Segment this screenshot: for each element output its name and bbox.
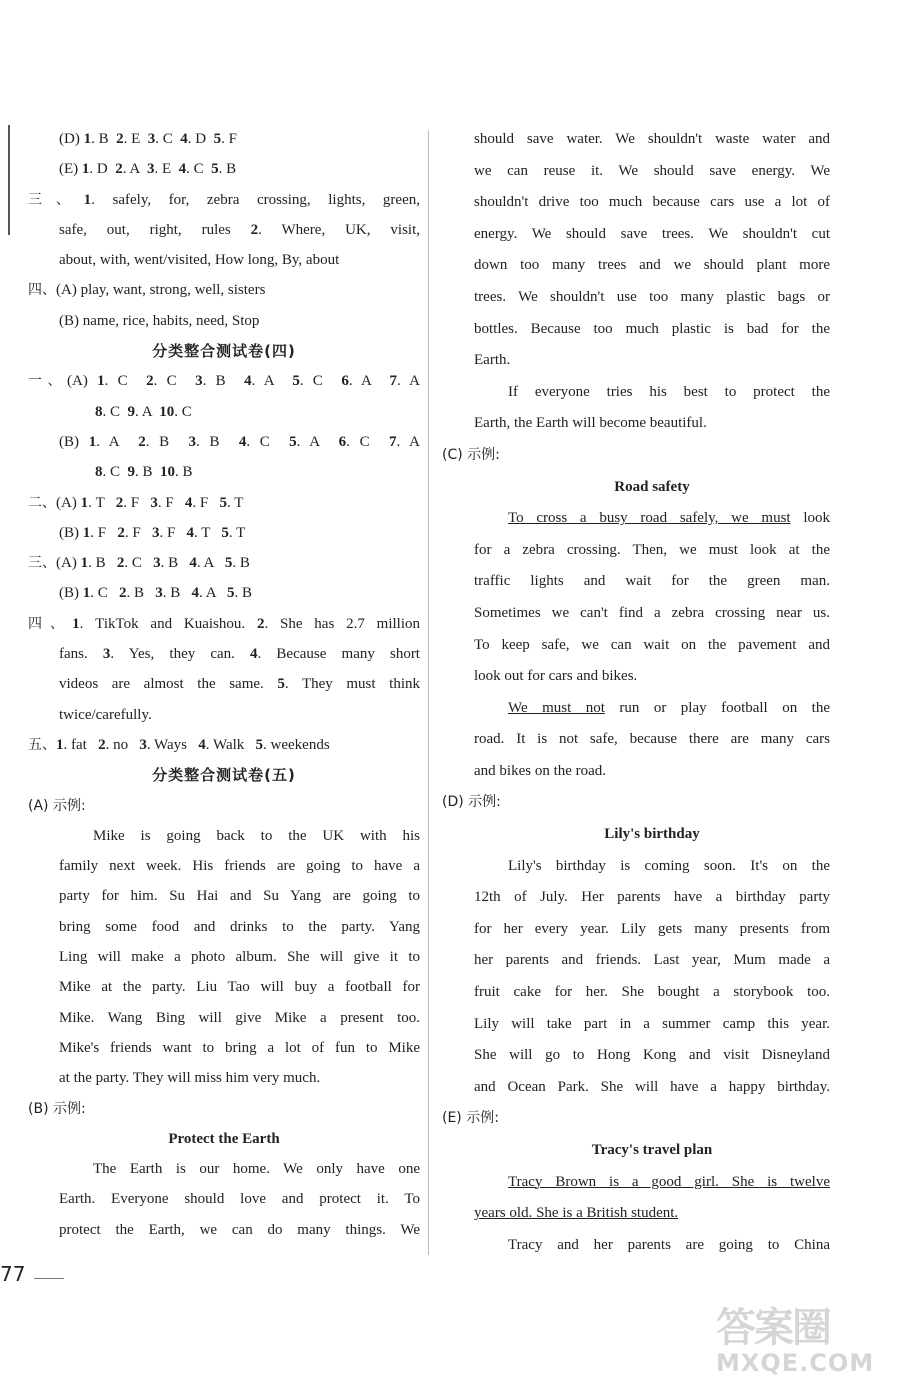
essay-line: road. It is not safe, because there are many cars bbox=[474, 731, 830, 748]
essay-line bbox=[474, 1198, 830, 1230]
answer-line: twice/carefully. bbox=[59, 706, 152, 723]
essay-line: and Ocean Park. She will have a happy birthday. bbox=[474, 1078, 830, 1095]
essay-line: Mike's friends want to bring a lot of fun to Mike bbox=[59, 1039, 420, 1056]
essay-line: down too many trees and we should plant more bbox=[474, 257, 830, 274]
answer-line-e: (E) 1. D 2. A 3. E 4. C 5. B bbox=[59, 161, 237, 178]
essay-line: Earth. bbox=[474, 352, 511, 369]
right-column bbox=[442, 124, 830, 1261]
left-column bbox=[28, 124, 420, 1245]
essay-title: Tracy's travel plan bbox=[591, 1142, 713, 1158]
answer-line-d: (D) 1. B 2. E 3. C 4. D 5. F bbox=[59, 131, 237, 147]
essay-line: To keep safe, we can wait on the pavement and bbox=[474, 636, 830, 653]
essay-line: Tracy and her parents are going to China bbox=[508, 1236, 830, 1253]
example-label-e: (E) 示例: bbox=[442, 1110, 499, 1127]
essay-line: bottles. Because too much plastic is bad for the bbox=[474, 320, 830, 337]
essay-line: we can reuse it. We should save energy. We bbox=[474, 162, 830, 179]
essay-line: She will go to Hong Kong and visit Disneyland bbox=[474, 1047, 830, 1064]
essay-line: Earth, the Earth will become beautiful. bbox=[474, 415, 707, 432]
essay-line: shouldn't drive too much because cars use a lot of bbox=[474, 194, 830, 211]
essay-line: The Earth is our home. We only have one bbox=[93, 1161, 420, 1178]
section-heading-5: 分类整合测试卷(五) bbox=[152, 766, 296, 785]
essay-line: protect the Earth, we can do many things. We bbox=[59, 1221, 420, 1238]
essay-line: at the party. They will miss him very much. bbox=[59, 1070, 321, 1087]
example-label-a: (A) 示例: bbox=[28, 797, 86, 814]
answer-line: videos are almost the same. 5. They must think bbox=[59, 676, 420, 693]
answer-line: safe, out, right, rules 2. Where, UK, visit, bbox=[59, 221, 420, 238]
essay-line: Mike. Wang Bing will give Mike a present too. bbox=[59, 1009, 420, 1026]
essay-line: should save water. We shouldn't waste water and bbox=[474, 131, 830, 147]
essay-line: traffic lights and wait for the green man. bbox=[474, 573, 830, 590]
answer-line: (B) name, rice, habits, need, Stop bbox=[59, 312, 260, 329]
underlined-phrase: years old. She is a British student. bbox=[474, 1205, 679, 1222]
answer-line: fans. 3. Yes, they can. 4. Because many short bbox=[59, 646, 420, 663]
underlined-phrase: We must not bbox=[508, 699, 605, 716]
page-number-rule bbox=[34, 1278, 64, 1279]
underlined-phrase: Tracy Brown is a good girl. She is twelve bbox=[508, 1173, 830, 1190]
essay-line: family next week. His friends are going to have a bbox=[59, 858, 420, 875]
essay-line: and bikes on the road. bbox=[474, 762, 607, 779]
watermark-logo: 答案圈 bbox=[716, 1305, 830, 1351]
answer-line-si: 四、(A) play, want, strong, well, sisters bbox=[28, 282, 266, 299]
essay-line: energy. We should save trees. We shouldn't cut bbox=[474, 225, 830, 242]
essay-line: trees. We shouldn't use too many plastic bags or bbox=[474, 288, 830, 305]
essay-line bbox=[474, 1167, 830, 1199]
essay-line: party for him. Su Hai and Su Yang are going to bbox=[59, 888, 420, 905]
example-label-d: (D) 示例: bbox=[442, 794, 501, 811]
essay-line: To cross a busy road safely, we must look bbox=[508, 510, 830, 527]
watermark bbox=[716, 1306, 892, 1384]
example-label-b: (B) 示例: bbox=[28, 1100, 86, 1117]
answer-row: (B) 1. F 2. F 3. F 4. T 5. T bbox=[59, 524, 246, 541]
answer-row: 三、(A) 1. B 2. C 3. B 4. A 5. B bbox=[28, 555, 250, 572]
page-number: 77 bbox=[0, 1262, 26, 1286]
essay-line: for a zebra crossing. Then, we must look at the bbox=[474, 541, 830, 558]
essay-line: Mike at the party. Liu Tao will buy a football for bbox=[59, 979, 420, 996]
answer-row: 8. C 9. B 10. B bbox=[95, 464, 193, 481]
answer-line-si-2: 四、1. TikTok and Kuaishou. 2. She has 2.7 million bbox=[28, 615, 421, 632]
answer-row: 一、(A) 1. C 2. C 3. B 4. A 5. C 6. A 7. A bbox=[28, 373, 421, 390]
answer-row: 二、(A) 1. T 2. F 3. F 4. F 5. T bbox=[28, 494, 244, 511]
essay-line: If everyone tries his best to protect the bbox=[508, 383, 830, 400]
answer-line-san: 三、1. safely, for, zebra crossing, lights, green, bbox=[28, 191, 420, 208]
essay-line: Ling will make a photo album. She will give it to bbox=[59, 949, 420, 966]
watermark-url: MXQE.COM bbox=[716, 1349, 875, 1377]
essay-line: Earth. Everyone should love and protect it. To bbox=[59, 1191, 420, 1208]
essay-title: Road safety bbox=[614, 478, 690, 495]
example-label-c: (C) 示例: bbox=[442, 446, 500, 463]
answer-row: (B) 1. C 2. B 3. B 4. A 5. B bbox=[59, 585, 252, 602]
essay-line: fruit cake for her. She bought a storybook too. bbox=[474, 984, 830, 1001]
essay-line: her parents and friends. Last year, Mum made a bbox=[474, 952, 830, 969]
answer-line: about, with, went/visited, How long, By, about bbox=[59, 252, 340, 269]
answer-row: (B) 1. A 2. B 3. B 4. C 5. A 6. C 7. A bbox=[59, 433, 420, 450]
answer-row-wu: 五、1. fat 2. no 3. Ways 4. Walk 5. weekends bbox=[28, 736, 330, 753]
essay-line: 12th of July. Her parents have a birthday party bbox=[474, 889, 830, 906]
underlined-phrase: To cross a busy road safely, we must bbox=[508, 510, 791, 527]
essay-title: Protect the Earth bbox=[168, 1130, 280, 1147]
essay-title: Lily's birthday bbox=[604, 826, 700, 843]
column-divider bbox=[428, 130, 429, 1255]
essay-line: Sometimes we can't find a zebra crossing near us. bbox=[474, 604, 830, 621]
essay-line: bring some food and drinks to the party. Yang bbox=[59, 918, 420, 935]
essay-line: We must not run or play football on the bbox=[508, 699, 830, 716]
essay-line: Mike is going back to the UK with his bbox=[93, 827, 420, 844]
essay-line: Lily will take part in a summer camp this year. bbox=[474, 1015, 830, 1032]
essay-line: for her every year. Lily gets many presents from bbox=[474, 920, 830, 937]
answer-row: 8. C 9. A 10. C bbox=[95, 403, 192, 420]
essay-line: Lily's birthday is coming soon. It's on the bbox=[508, 857, 830, 874]
essay-line: look out for cars and bikes. bbox=[474, 668, 638, 685]
section-heading-4: 分类整合测试卷(四) bbox=[152, 342, 296, 361]
page-edge-mark bbox=[8, 125, 10, 235]
